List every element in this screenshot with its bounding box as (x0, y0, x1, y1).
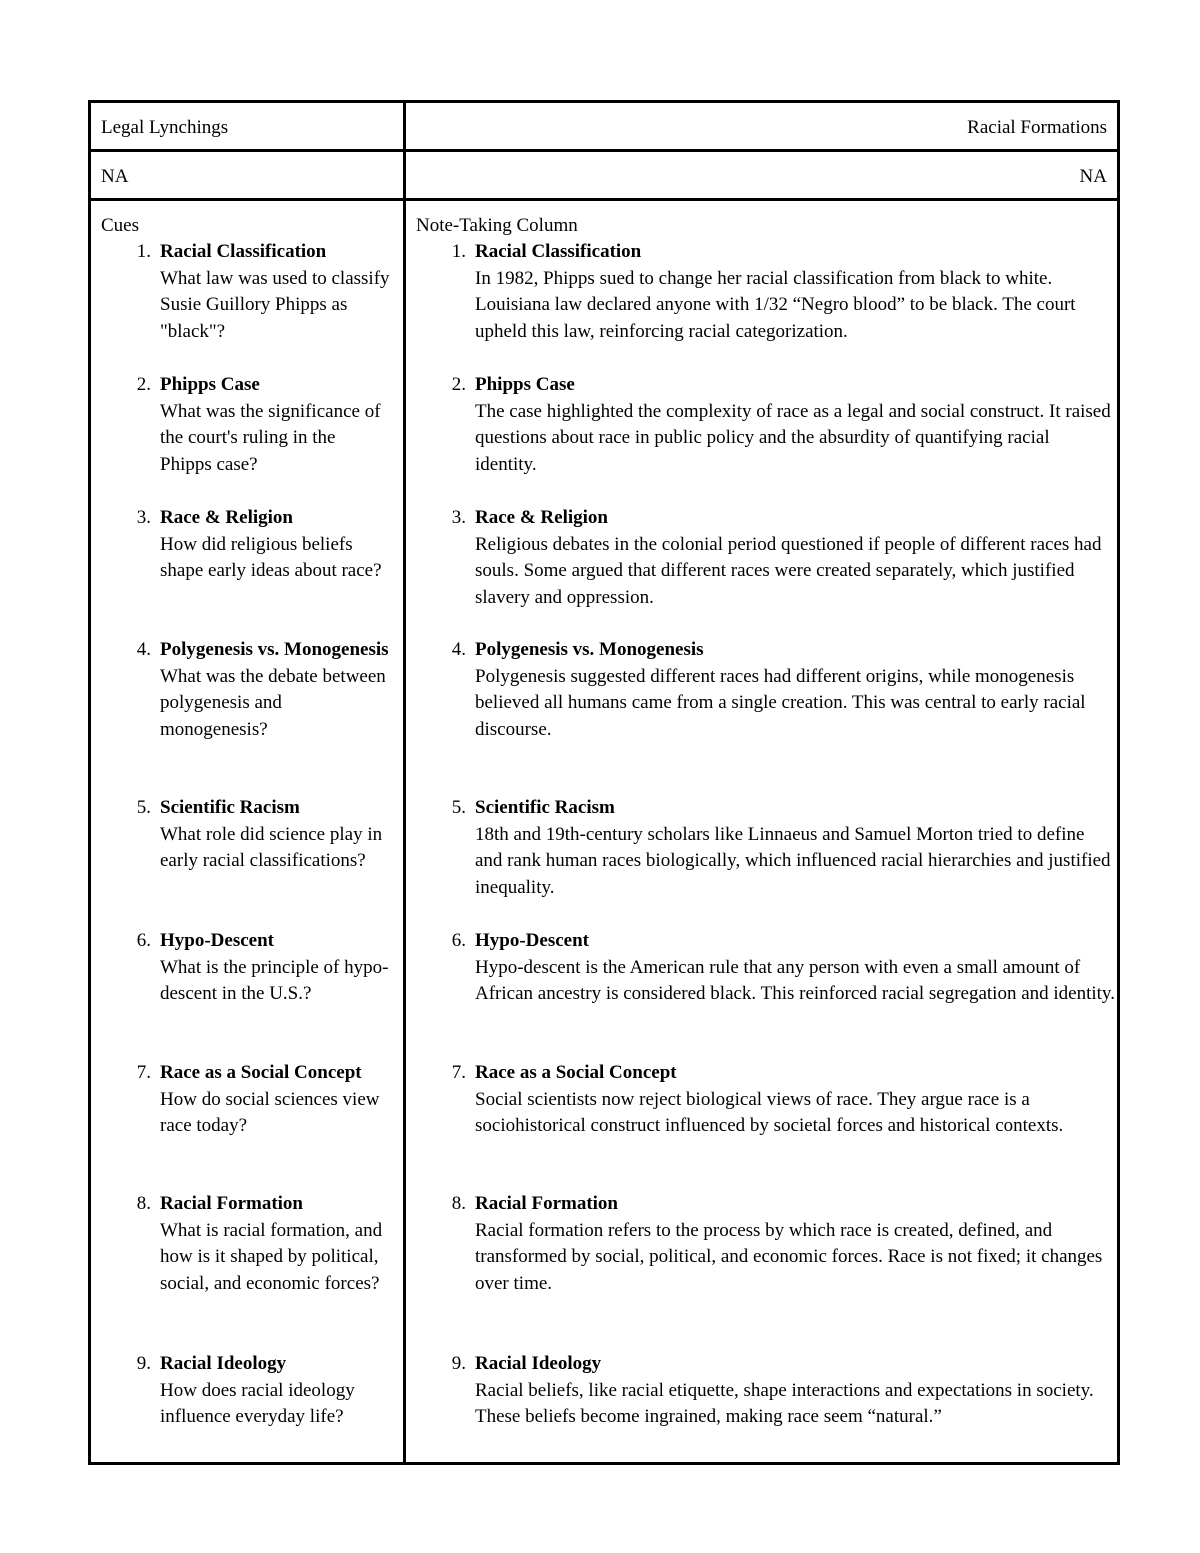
note-text: 18th and 19th-century scholars like Linnaeus and Samuel Morton tried to define and rank human races biologically, which influenced racial hierarchies and justified inequality. (475, 823, 1111, 898)
note-text: Racial beliefs, like racial etiquette, shape interactions and expectations in society. These beliefs become ingrained, making race seem “natural.” (475, 1379, 1094, 1428)
cue-question: What was the debate between polygenesis and monogenesis? (160, 665, 386, 740)
cue-title: Phipps Case (160, 374, 260, 395)
note-title: Race as a Social Concept (475, 1062, 677, 1083)
note-text: Racial formation refers to the process by which race is created, defined, and transformed by social, political, and economic forces. Race is not fixed; it changes over time. (475, 1219, 1103, 1294)
cue-question: What role did science play in early racial classifications? (160, 823, 383, 872)
cue-number: 6. (136, 930, 151, 951)
cue-question: How does racial ideology influence everyday life? (160, 1379, 355, 1428)
cues-label: Cues (101, 215, 139, 236)
cue-number: 5. (136, 797, 151, 818)
note-number: 5. (451, 797, 466, 818)
note-text: Hypo-descent is the American rule that any person with even a small amount of African ancestry is considered black. This reinforced racial segregation and identity. (475, 956, 1115, 1005)
note-number: 9. (451, 1353, 466, 1374)
notes-column (406, 201, 1117, 1428)
cue-question: What is racial formation, and how is it shaped by political, social, and economic forces? (160, 1219, 383, 1294)
header-right-title: Racial Formations (967, 117, 1107, 138)
note-title: Phipps Case (475, 374, 575, 395)
cue-title: Race & Religion (160, 507, 293, 528)
note-number: 3. (451, 507, 466, 528)
subheader-left-cell (91, 152, 403, 198)
note-title: Polygenesis vs. Monogenesis (475, 639, 704, 660)
cue-number: 1. (136, 241, 151, 262)
cue-question: What is the principle of hypo-descent in the U.S.? (160, 956, 389, 1005)
subheader-left-text: NA (101, 166, 129, 187)
note-number: 1. (451, 241, 466, 262)
cue-question: How did religious beliefs shape early ideas about race? (160, 533, 382, 582)
cue-question: How do social sciences view race today? (160, 1088, 380, 1137)
note-text: In 1982, Phipps sued to change her racial classification from black to white. Louisiana law declared anyone with 1/32 “Negro blood” to be black. The court upheld this law, reinforcing racial categorization. (475, 267, 1076, 342)
cue-number: 9. (136, 1353, 151, 1374)
note-number: 6. (451, 930, 466, 951)
note-title: Scientific Racism (475, 797, 615, 818)
note-title: Race & Religion (475, 507, 608, 528)
cues-column (91, 201, 403, 1428)
cue-title: Racial Classification (160, 241, 327, 262)
note-number: 4. (451, 639, 466, 660)
note-text: Social scientists now reject biological views of race. They argue race is a sociohistorical construct influenced by societal forces and historical contexts. (475, 1088, 1064, 1137)
note-number: 7. (451, 1062, 466, 1083)
column-divider (403, 103, 406, 1462)
subheader-right-text: NA (1079, 166, 1107, 187)
cue-number: 2. (136, 374, 151, 395)
note-title: Racial Classification (475, 241, 642, 262)
cue-number: 3. (136, 507, 151, 528)
note-title: Racial Ideology (475, 1353, 602, 1374)
header-left-title: Legal Lynchings (101, 117, 229, 138)
note-text: Religious debates in the colonial period questioned if people of different races had souls. Some argued that different races were created separately, which justified slavery and oppression. (475, 533, 1102, 608)
cue-question: What law was used to classify Susie Guillory Phipps as "black"? (160, 267, 390, 342)
subheader-right-cell (406, 152, 1117, 198)
note-title: Hypo-Descent (475, 930, 589, 951)
note-number: 8. (451, 1193, 466, 1214)
cue-title: Scientific Racism (160, 797, 300, 818)
header-left-cell (91, 103, 403, 149)
cue-number: 7. (136, 1062, 151, 1083)
note-text: Polygenesis suggested different races had different origins, while monogenesis believed all humans came from a single creation. This was central to early racial discourse. (475, 665, 1086, 740)
header-right-cell (406, 103, 1117, 149)
cue-title: Racial Ideology (160, 1353, 287, 1374)
note-text: The case highlighted the complexity of race as a legal and social construct. It raised questions about race in public policy and the absurdity of quantifying racial identity. (475, 400, 1111, 475)
cue-title: Race as a Social Concept (160, 1062, 362, 1083)
cue-title: Polygenesis vs. Monogenesis (160, 639, 389, 660)
cue-question: What was the significance of the court's ruling in the Phipps case? (160, 400, 381, 475)
cue-title: Hypo-Descent (160, 930, 274, 951)
cue-number: 4. (136, 639, 151, 660)
cue-number: 8. (136, 1193, 151, 1214)
note-title: Racial Formation (475, 1193, 619, 1214)
cornell-notes-table (88, 100, 1120, 1465)
notes-label: Note-Taking Column (416, 215, 578, 236)
cue-title: Racial Formation (160, 1193, 304, 1214)
note-number: 2. (451, 374, 466, 395)
